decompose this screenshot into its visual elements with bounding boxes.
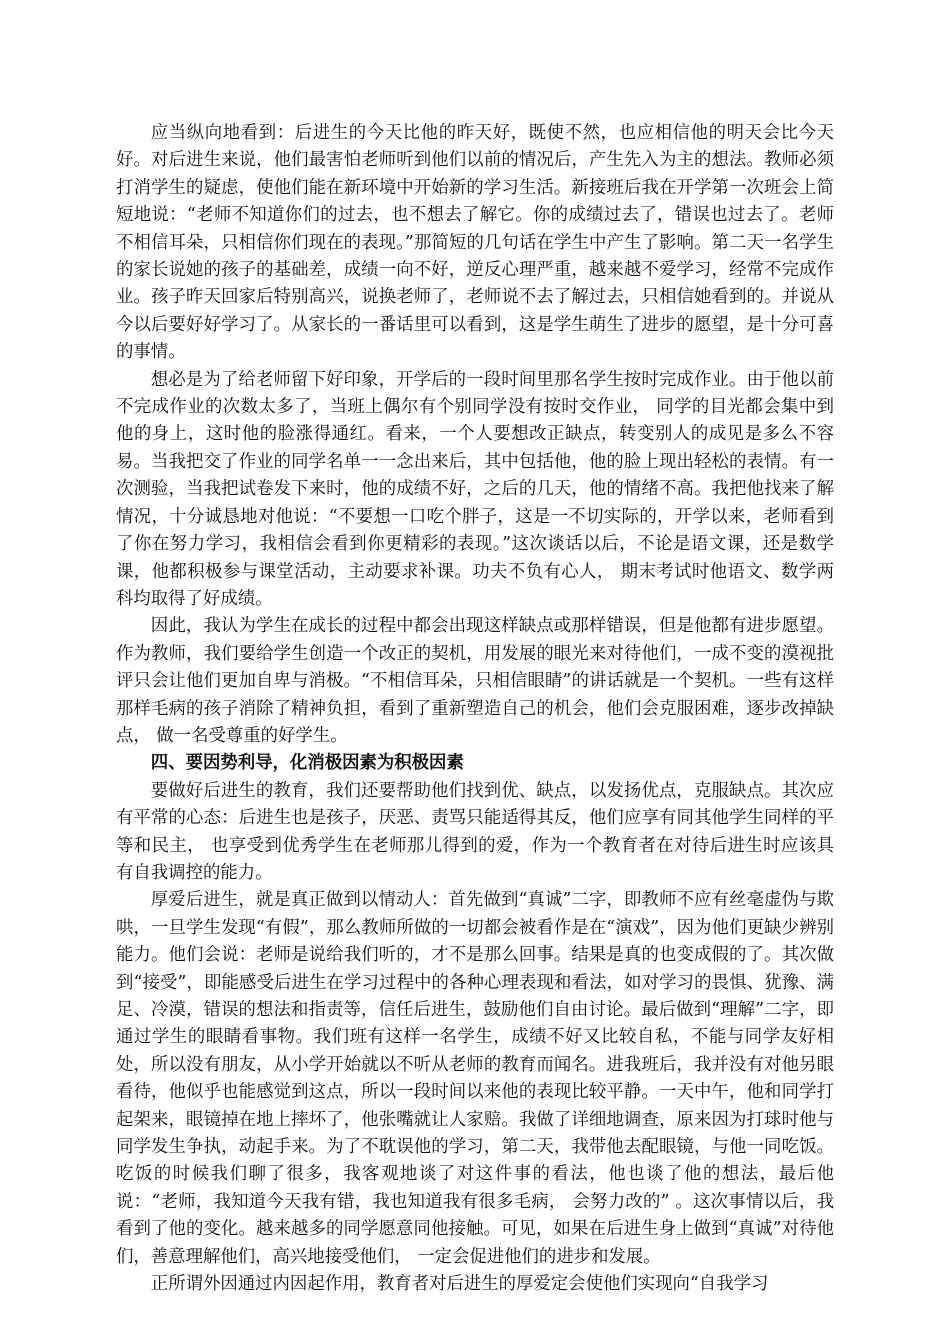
document-body [116,120,834,1298]
paragraph-2: 想必是为了给老师留下好印象，开学后的一段时间里那名学生按时完成作业。由于他以前不完成作业的次数太多了，当班上偶尔有个别同学没有按时交作业， 同学的目光都会集中到他的身上，这时他的脸涨得通红。看来，一个人要想改正缺点，转变别人的成见是多么不容易。当我把交了作业的同学名单一一念出来后，其中包括他，他的脸上现出轻松的表情。有一次测验，当我把试卷发下来时，他的成绩不好，之后的几天，他的情绪不高。我把他找来了解情况，十分诚恳地对他说：“不要想一口吃个胖子，这是一不切实际的，开学以来，老师看到了你在努力学习，我相信会看到你更精彩的表现。”这次谈话以后，不论是语文课，还是数学课，他都积极参与课堂活动，主动要求补课。功夫不负有心人， 期末考试时他语文、数学两科均取得了好成绩。 [116,369,834,609]
paragraph-6: 正所谓外因通过内因起作用，教育者对后进生的厚爱定会使他们实现向“自我学习 [150,1274,769,1295]
paragraph-1: 应当纵向地看到：后进生的今天比他的昨天好，既使不然，也应相信他的明天会比今天好。对后进生来说，他们最害怕老师听到他们以前的情况后，产生先入为主的想法。教师必须打消学生的疑虑，使他们能在新环境中开始新的学习生活。新接班后我在开学第一次班会上简短地说：“老师不知道你们的过去，也不想去了解它。你的成绩过去了，错误也过去了。老师不相信耳朵，只相信你们现在的表现。”那简短的几句话在学生中产生了影响。第二天一名学生的家长说她的孩子的基础差，成绩一向不好，逆反心理严重，越来越不爱学习，经常不完成作业。孩子昨天回家后特别高兴，说换老师了，老师说不去了解过去，只相信她看到的。并说从今以后要好好学习了。从家长的一番话里可以看到，这是学生萌生了进步的愿望，是十分可喜的事情。 [116,123,834,363]
paragraph-5: 厚爱后进生，就是真正做到以情动人：首先做到“真诚”二字，即教师不应有丝毫虚伪与欺哄，一旦学生发现“有假”，那么教师所做的一切都会被看作是在“演戏”，因为他们更缺少辨别能力。他们会说：老师是说给我们听的，才不是那么回事。结果是真的也变成假的了。其次做到“接受”，即能感受后进生在学习过程中的各种心理表现和看法，如对学习的畏惧、犹豫、满足、冷漠，错误的想法和指责等，信任后进生，鼓励他们自由讨论。最后做到“理解”二字，即通过学生的眼睛看事物。我们班有这样一名学生，成绩不好又比较自私，不能与同学友好相处，所以没有朋友，从小学开始就以不听从老师的教育而闻名。进我班后，我并没有对他另眼看待，他似乎也能感觉到这点，所以一段时间以来他的表现比较平静。一天中午，他和同学打起架来，眼镜掉在地上摔坏了，他张嘴就让人家赔。我做了详细地调查，原来因为打球时他与同学发生争执，动起手来。为了不耽误他的学习，第二天，我带他去配眼镜，与他一同吃饭。吃饭的时候我们聊了很多，我客观地谈了对这件事的看法，他也谈了他的想法，最后他说：“老师，我知道今天我有错，我也知道我有很多毛病， 会努力改的” 。这次事情以后，我看到了他的变化。越来越多的同学愿意同他接触。可见，如果在后进生身上做到“真诚”对待他们，善意理解他们，高兴地接受他们， 一定会促进他们的进步和发展。 [116,890,834,1267]
paragraph-3: 因此，我认为学生在成长的过程中都会出现这样缺点或那样错误，但是他都有进步愿望。作为教师，我们要给学生创造一个改正的契机，用发展的眼光来对待他们，一成不变的漠视批评只会让他们更加自卑与消极。“不相信耳朵，只相信眼睛”的讲话就是一个契机。一些有这样那样毛病的孩子消除了精神负担，看到了重新塑造自己的机会，他们会克服困难，逐步改掉缺点， 做一名受尊重的好学生。 [116,616,834,746]
section-heading: 四、要因势利导，化消极因素为积极因素 [150,753,464,774]
paragraph-4: 要做好后进生的教育，我们还要帮助他们找到优、缺点，以发扬优点，克服缺点。其次应有平常的心态：后进生也是孩子，厌恶、责骂只能适得其反，他们应享有同其他学生同样的平等和民主， 也享受到优秀学生在老师那儿得到的爱，作为一个教育者在对待后进生时应该具有自我调控的能力。 [116,780,834,883]
